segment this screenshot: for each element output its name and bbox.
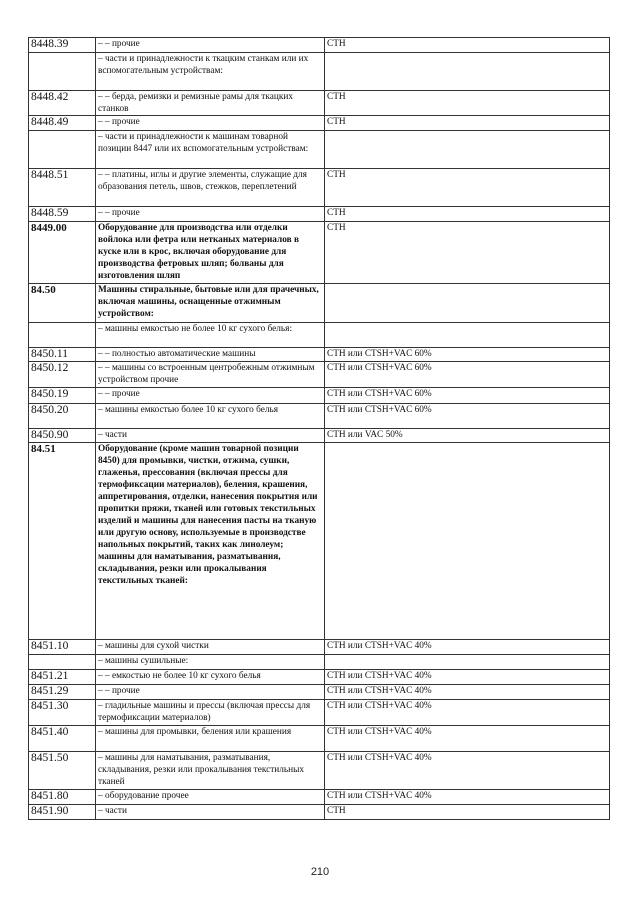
table-row [29, 700, 610, 726]
hs-code-cell: 8450.12 [29, 362, 96, 388]
table-row [29, 443, 610, 640]
description-cell: – – прочие [96, 38, 325, 53]
table-row [29, 752, 610, 790]
hs-code-cell: 8448.59 [29, 207, 96, 222]
description-cell: – – прочие [96, 685, 325, 700]
table-row [29, 790, 610, 805]
origin-rule-cell: CTH [325, 805, 610, 820]
description-cell: – гладильные машины и прессы (включая прессы для термофиксации материалов) [96, 700, 325, 726]
tariff-rules-table [28, 37, 610, 820]
table-row [29, 388, 610, 404]
origin-rule-cell [325, 323, 610, 348]
origin-rule-cell: CTH [325, 207, 610, 222]
origin-rule-cell: CTH или CTSH+VAC 60% [325, 348, 610, 362]
description-cell: – части [96, 429, 325, 443]
description-cell: – части и принадлежности к ткацким станкам или их вспомогательным устройствам: [96, 53, 325, 91]
hs-code-cell [29, 655, 96, 670]
hs-code-cell: 8449.00 [29, 222, 96, 284]
hs-code-cell [29, 131, 96, 169]
description-cell: – машины для наматывания, разматывания, складывания, резки или прокалывания текстильных тканей [96, 752, 325, 790]
description-cell: – машины для сухой чистки [96, 640, 325, 655]
table-row [29, 670, 610, 685]
table-row [29, 429, 610, 443]
origin-rule-cell: CTH [325, 38, 610, 53]
description-cell: – части [96, 805, 325, 820]
description-cell: – – платины, иглы и другие элементы, служащие для образования петель, швов, стежков, переплетений [96, 169, 325, 207]
hs-code-cell: 8450.20 [29, 404, 96, 429]
hs-code-cell: 8451.10 [29, 640, 96, 655]
origin-rule-cell: CTH или CTSH+VAC 40% [325, 790, 610, 805]
table-row [29, 805, 610, 820]
description-cell: – машины емкостью более 10 кг сухого белья [96, 404, 325, 429]
hs-code-cell: 8451.90 [29, 805, 96, 820]
origin-rule-cell: CTH или CTSH+VAC 40% [325, 700, 610, 726]
table-row [29, 222, 610, 284]
table-row [29, 362, 610, 388]
origin-rule-cell: CTH или CTSH+VAC 40% [325, 752, 610, 790]
origin-rule-cell: CTH или VAC 50% [325, 429, 610, 443]
origin-rule-cell: CTH или CTSH+VAC 40% [325, 685, 610, 700]
table-row [29, 207, 610, 222]
hs-code-cell: 8448.39 [29, 38, 96, 53]
hs-code-cell: 84.50 [29, 284, 96, 323]
origin-rule-cell [325, 284, 610, 323]
origin-rule-cell: CTH [325, 91, 610, 116]
hs-code-cell: 8451.29 [29, 685, 96, 700]
table-row [29, 640, 610, 655]
hs-code-cell: 8451.30 [29, 700, 96, 726]
table-row [29, 323, 610, 348]
description-cell: – – емкостью не более 10 кг сухого белья [96, 670, 325, 685]
hs-code-cell: 8450.90 [29, 429, 96, 443]
description-cell: – части и принадлежности к машинам товарной позиции 8447 или их вспомогательным устройствам: [96, 131, 325, 169]
table-row [29, 726, 610, 752]
description-cell: – – прочие [96, 207, 325, 222]
origin-rule-cell: CTH или CTSH+VAC 60% [325, 388, 610, 404]
hs-code-cell [29, 53, 96, 91]
description-cell: Машины стиральные, бытовые или для прачечных, включая машины, оснащенные отжимным устройством: [96, 284, 325, 323]
hs-code-cell: 8450.11 [29, 348, 96, 362]
origin-rule-cell: CTH [325, 169, 610, 207]
origin-rule-cell: CTH или CTSH+VAC 40% [325, 640, 610, 655]
hs-code-cell: 8448.51 [29, 169, 96, 207]
description-cell: – – машины со встроенным центробежным отжимным устройством прочие [96, 362, 325, 388]
table-row [29, 348, 610, 362]
description-cell: – – прочие [96, 388, 325, 404]
table-row [29, 685, 610, 700]
origin-rule-cell [325, 131, 610, 169]
table-row [29, 53, 610, 91]
origin-rule-cell [325, 655, 610, 670]
hs-code-cell: 8448.49 [29, 116, 96, 131]
origin-rule-cell [325, 443, 610, 640]
table-row [29, 655, 610, 670]
description-cell: – – прочие [96, 116, 325, 131]
description-cell: – машины для промывки, беления или крашения [96, 726, 325, 752]
table-row [29, 169, 610, 207]
hs-code-cell: 84.51 [29, 443, 96, 640]
table-row [29, 91, 610, 116]
description-cell: – машины сушильные: [96, 655, 325, 670]
table-row [29, 38, 610, 53]
hs-code-cell: 8450.19 [29, 388, 96, 404]
description-cell: Оборудование (кроме машин товарной позиции 8450) для промывки, чистки, отжима, сушки, глаженья, прессования (включая прессы для термофиксации материалов), беления, крашения, аппретирования, отделки, нанесения покрытия или пропитки пряжи, тканей или готовых текстильных изделий и машины для нанесения пасты на тканую или другую основу, используемые в производстве напольных покрытий, таких как линолеум; машины для наматывания, разматывания, складывания, резки или прокалывания текстильных тканей: [96, 443, 325, 640]
origin-rule-cell: CTH или CTSH+VAC 60% [325, 404, 610, 429]
description-cell: – – берда, ремизки и ремизные рамы для ткацких станков [96, 91, 325, 116]
hs-code-cell: 8451.80 [29, 790, 96, 805]
hs-code-cell: 8451.50 [29, 752, 96, 790]
origin-rule-cell: CTH или CTSH+VAC 60% [325, 362, 610, 388]
origin-rule-cell: CTH [325, 116, 610, 131]
origin-rule-cell: CTH или CTSH+VAC 40% [325, 670, 610, 685]
table-row [29, 116, 610, 131]
table-row [29, 131, 610, 169]
origin-rule-cell: CTH или CTSH+VAC 40% [325, 726, 610, 752]
page-number: 210 [310, 866, 330, 878]
table-row [29, 404, 610, 429]
hs-code-cell: 8448.42 [29, 91, 96, 116]
description-cell: – – полностью автоматические машины [96, 348, 325, 362]
description-cell: Оборудование для производства или отделки войлока или фетра или нетканых материалов в куске или в крос, включая оборудование для производства фетровых шляп; болваны для изготовления шляп [96, 222, 325, 284]
description-cell: – оборудование прочее [96, 790, 325, 805]
table-row [29, 284, 610, 323]
origin-rule-cell [325, 53, 610, 91]
origin-rule-cell: CTH [325, 222, 610, 284]
hs-code-cell [29, 323, 96, 348]
hs-code-cell: 8451.21 [29, 670, 96, 685]
hs-code-cell: 8451.40 [29, 726, 96, 752]
table-body [29, 38, 610, 820]
description-cell: – машины емкостью не более 10 кг сухого белья: [96, 323, 325, 348]
